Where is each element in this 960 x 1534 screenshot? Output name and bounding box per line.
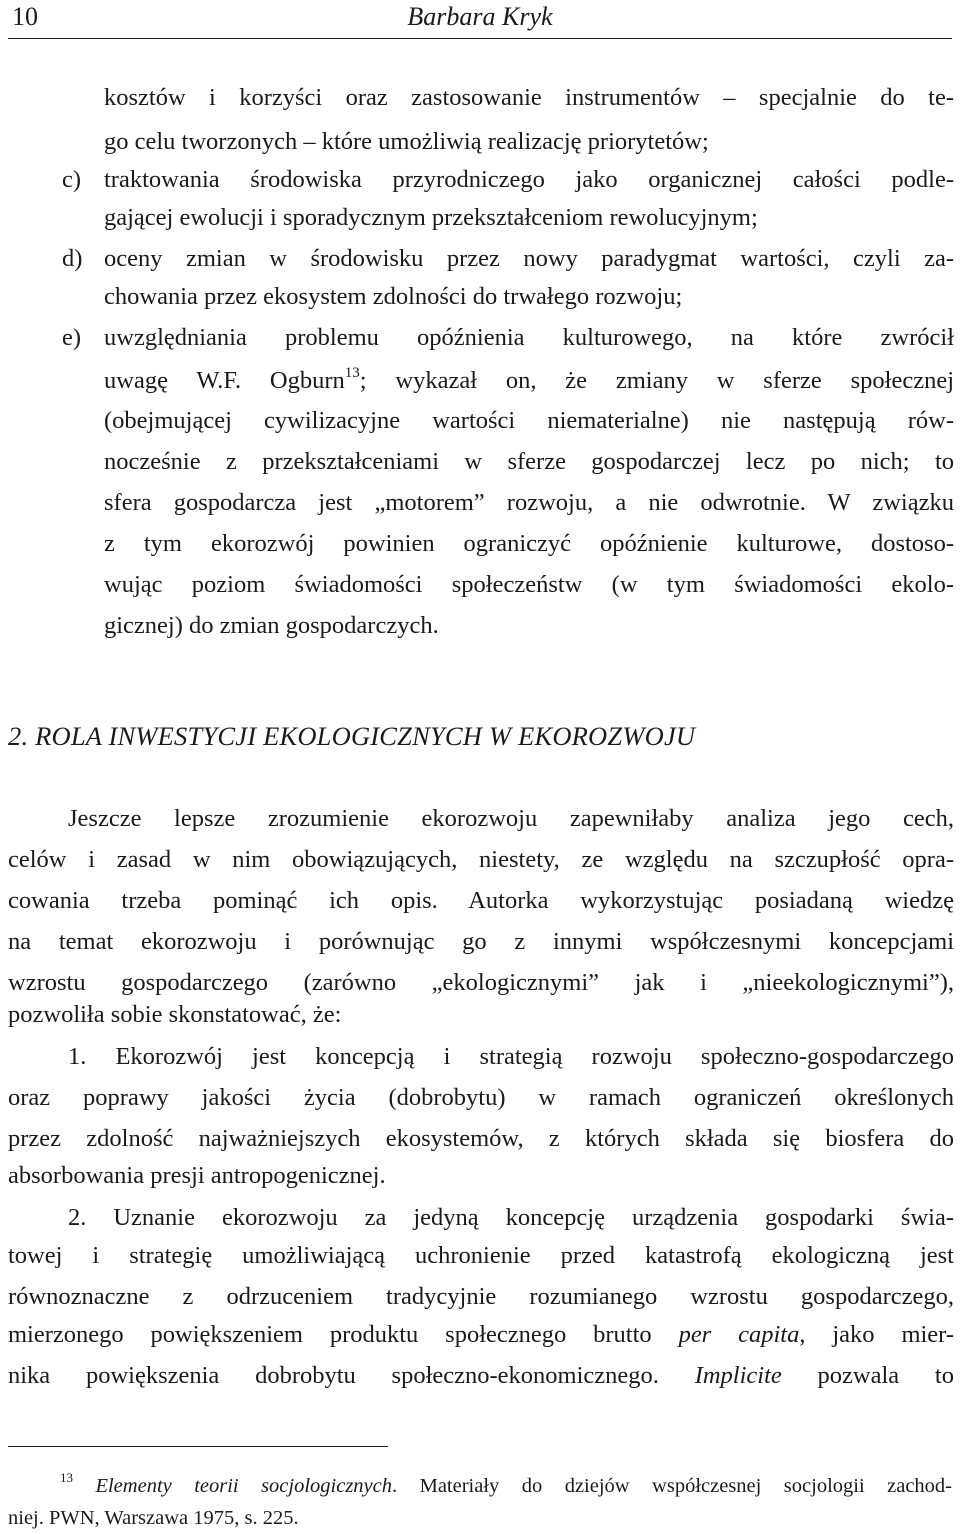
list-continuation-line: kosztów i korzyści oraz zastosowanie instrumentów – specjalnie do te-	[104, 84, 954, 111]
body-line: przez zdolność najważniejszych ekosystemów, z których składa się biosfera do	[8, 1125, 954, 1152]
body-line: pozwoliła sobie skonstatować, że:	[8, 1001, 342, 1028]
page-header	[8, 0, 952, 39]
body-line	[8, 1321, 954, 1349]
footnote-line	[8, 1462, 952, 1502]
list-item-c-line: gającej ewolucji i sporadycznym przekształceniom rewolucyjnym;	[104, 204, 758, 231]
list-item-e-text: uwagę W.F. Ogburn	[104, 367, 345, 394]
body-line: 1. Ekorozwój jest koncepcją i strategią rozwoju społeczno-gospodarczego	[68, 1043, 954, 1070]
section-heading: 2. ROLA INWESTYCJI EKOLOGICZNYCH W EKOROZWOJU	[8, 721, 696, 751]
body-text: nika powiększenia dobrobytu społeczno-ekonomicznego.	[8, 1362, 695, 1389]
footnote	[8, 1462, 952, 1534]
body-line: na temat ekorozwoju i porównując go z innymi współczesnymi koncepcjami	[8, 928, 954, 955]
footnote-separator	[8, 1446, 388, 1447]
body-line: cowania trzeba pominąć ich opis. Autorka wykorzystując posiadaną wiedzę	[8, 887, 954, 914]
footnote-text: . Materiały do dziejów współczesnej socjologii zachod-	[392, 1475, 953, 1497]
list-item-e-line: gicznej) do zmian gospodarczych.	[104, 612, 439, 639]
body-line: celów i zasad w nim obowiązujących, niestety, ze względu na szczupłość opra-	[8, 846, 954, 873]
list-item-c-line: traktowania środowiska przyrodniczego jako organicznej całości podle-	[104, 166, 954, 193]
body-line: absorbowania presji antropogenicznej.	[8, 1162, 386, 1189]
list-continuation-line: go celu tworzonych – które umożliwią realizację priorytetów;	[104, 128, 709, 155]
footnote-line: niej. PWN, Warszawa 1975, s. 225.	[8, 1507, 299, 1529]
list-item-e-line: sfera gospodarcza jest „motorem” rozwoju, a nie odwrotnie. W związku	[104, 489, 954, 516]
list-item-d-line: chowania przez ekosystem zdolności do trwałego rozwoju;	[104, 283, 683, 310]
list-item-d-line: oceny zmian w środowisku przez nowy paradygmat wartości, czyli za-	[104, 245, 954, 272]
running-head-author: Barbara Kryk	[407, 2, 553, 31]
body-line: równoznaczne z odrzuceniem tradycyjnie rozumianego wzrostu gospodarczego,	[8, 1283, 954, 1310]
list-marker-d: d)	[62, 245, 83, 272]
body-line: towej i strategię umożliwiającą uchronienie przed katastrofą ekologiczną jest	[8, 1242, 954, 1269]
footnote-title: Elementy teorii socjologicznych	[95, 1475, 393, 1497]
body-text: pozwala to	[781, 1362, 954, 1389]
body-line	[8, 1362, 954, 1390]
footnote-number: 13	[60, 1470, 73, 1485]
body-text: , jako mier-	[799, 1321, 955, 1348]
list-item-e-line: (obejmującej cywilizacyjne wartości niematerialne) nie następują rów-	[104, 407, 954, 434]
body-italic-text: per capita	[678, 1321, 800, 1348]
list-marker-c: c)	[62, 166, 82, 193]
list-item-e-line: wując poziom świadomości społeczeństw (w tym świadomości ekolo-	[104, 571, 954, 598]
list-item-e-line	[104, 365, 954, 395]
body-line: oraz poprawy jakości życia (dobrobytu) w ramach ograniczeń określonych	[8, 1084, 954, 1111]
list-marker-e: e)	[62, 324, 82, 351]
list-item-e-line: z tym ekorozwój powinien ograniczyć opóźnienie kulturowe, dostoso-	[104, 530, 954, 557]
footnote-reference: 13	[344, 365, 360, 381]
body-line: Jeszcze lepsze zrozumienie ekorozwoju zapewniłaby analiza jego cech,	[68, 805, 954, 832]
body-text: mierzonego powiększeniem produktu społecznego brutto	[8, 1321, 679, 1348]
body-line: wzrostu gospodarczego (zarówno „ekologicznymi” jak i „nieekologicznymi”),	[8, 969, 954, 996]
list-item-e-text: ; wykazał on, że zmiany w sferze społecznej	[359, 367, 954, 394]
list-item-e-line: uwzględniania problemu opóźnienia kulturowego, na które zwrócił	[104, 324, 954, 351]
page-number: 10	[12, 2, 38, 31]
list-item-e-line: nocześnie z przekształceniami w sferze gospodarczej lecz po nich; to	[104, 448, 954, 475]
body-line: 2. Uznanie ekorozwoju za jedyną koncepcję urządzenia gospodarki świa-	[68, 1204, 954, 1231]
body-italic-text: Implicite	[694, 1362, 782, 1389]
